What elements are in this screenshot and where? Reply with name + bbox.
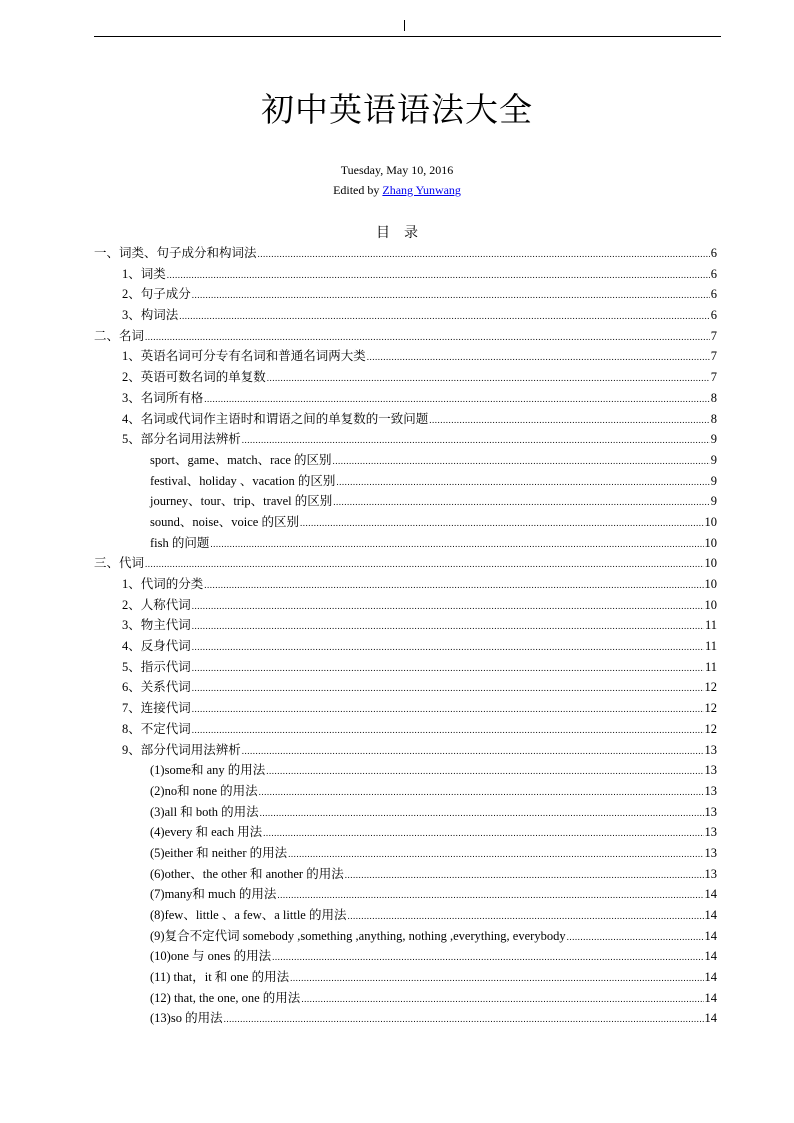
toc-entry-page: 14 (704, 928, 717, 943)
document-title: 初中英语语法大全 (261, 90, 533, 129)
toc-dot-leader (192, 601, 704, 611)
toc-entry-label: 3、物主代词 (122, 618, 191, 633)
toc-entry-label: 2、英语可数名词的单复数 (122, 370, 266, 385)
toc-entry-page: 13 (704, 783, 717, 798)
toc-entry[interactable] (94, 284, 717, 305)
toc-entry-page: 8 (710, 411, 717, 426)
toc-dot-leader (300, 518, 704, 528)
toc-entry-label: (13)so 的用法 (150, 1011, 223, 1026)
toc-dot-leader (260, 808, 704, 818)
toc-dot-leader (288, 849, 703, 859)
toc-entry[interactable] (94, 822, 717, 843)
toc-entry-page: 10 (704, 514, 717, 529)
header-mark (404, 20, 405, 31)
toc-entry-label: 6、关系代词 (122, 680, 191, 695)
toc-dot-leader (192, 683, 704, 693)
toc-entry[interactable] (94, 305, 717, 326)
toc-entry-label: (5)either 和 neither 的用法 (150, 845, 288, 860)
toc-entry-page: 12 (704, 701, 717, 716)
toc-entry[interactable] (94, 719, 717, 740)
toc-dot-leader (192, 704, 704, 714)
toc-dot-leader (258, 249, 710, 259)
toc-entry-label: 1、词类 (122, 266, 166, 281)
toc-dot-leader (242, 746, 704, 756)
toc-dot-leader (145, 559, 703, 569)
toc-entry[interactable] (94, 926, 717, 947)
toc-entry-page: 6 (710, 287, 717, 302)
toc-dot-leader (367, 352, 710, 362)
toc-entry[interactable] (94, 429, 717, 450)
toc-dot-leader (333, 497, 709, 507)
toc-entry-page: 14 (704, 949, 717, 964)
toc-entry[interactable] (94, 698, 717, 719)
toc-entry-page: 6 (710, 246, 717, 260)
toc-dot-leader (192, 725, 704, 735)
toc-dot-leader (429, 415, 709, 425)
toc-entry-label: 9、部分代词用法辨析 (122, 742, 241, 757)
toc-entry[interactable] (94, 760, 717, 781)
toc-entry[interactable] (94, 657, 717, 678)
toc-dot-leader (301, 994, 703, 1004)
toc-entry-page: 9 (710, 494, 717, 509)
toc-entry-label: (4)every 和 each 用法 (150, 825, 263, 840)
table-of-contents (94, 243, 717, 1029)
toc-entry-label: 4、反身代词 (122, 639, 191, 654)
toc-dot-leader (242, 435, 710, 445)
toc-entry[interactable] (94, 471, 717, 492)
toc-dot-leader (179, 311, 709, 321)
toc-entry[interactable] (94, 533, 717, 554)
toc-entry-label: (1)some和 any 的用法 (150, 763, 266, 778)
toc-dot-leader (267, 373, 710, 383)
toc-entry-page: 7 (710, 370, 717, 385)
toc-dot-leader (263, 828, 703, 838)
toc-entry[interactable] (94, 409, 717, 430)
toc-entry-label: 1、英语名词可分专有名词和普通名词两大类 (122, 349, 366, 364)
toc-entry-page: 8 (710, 390, 717, 405)
toc-entry-label: journey、tour、trip、travel 的区别 (150, 494, 333, 509)
toc-entry-page: 12 (704, 680, 717, 695)
toc-dot-leader (145, 332, 710, 342)
toc-dot-leader (192, 290, 710, 300)
toc-entry-label: (7)many和 much 的用法 (150, 887, 277, 902)
toc-entry-label: 5、指示代词 (122, 659, 191, 674)
toc-dot-leader (204, 580, 703, 590)
toc-entry[interactable] (94, 905, 717, 926)
toc-entry-label: (9)复合不定代词 somebody ,something ,anything, nothing ,everything, everybody (150, 928, 566, 943)
toc-entry[interactable] (94, 967, 717, 988)
toc-entry-label: 三、代词 (94, 556, 145, 571)
toc-entry-page: 6 (710, 308, 717, 323)
toc-entry-label: sport、game、match、race 的区别 (150, 452, 332, 467)
toc-entry[interactable] (94, 864, 717, 885)
toc-dot-leader (224, 1014, 704, 1024)
toc-entry-label: 1、代词的分类 (122, 577, 204, 591)
toc-entry[interactable] (94, 946, 717, 967)
toc-entry[interactable] (94, 574, 717, 595)
toc-entry-label: fish 的问题 (150, 535, 210, 550)
toc-entry-page: 6 (710, 266, 717, 281)
toc-dot-leader (290, 973, 703, 983)
toc-entry-page: 7 (710, 349, 717, 364)
toc-entry-page: 11 (704, 659, 717, 674)
toc-entry-label: (2)no和 none 的用法 (150, 783, 258, 798)
toc-entry[interactable] (94, 367, 717, 388)
toc-entry-label: 2、人称代词 (122, 597, 191, 612)
toc-entry[interactable] (94, 615, 717, 636)
toc-entry[interactable] (94, 243, 717, 264)
toc-entry[interactable] (94, 264, 717, 285)
toc-dot-leader (210, 539, 703, 549)
toc-entry[interactable] (94, 677, 717, 698)
toc-entry[interactable] (94, 636, 717, 657)
toc-entry-page: 13 (704, 804, 717, 819)
toc-entry-page: 13 (704, 742, 717, 757)
toc-heading: 目录 (376, 225, 432, 241)
toc-entry-label: (8)few、little 、a few、a little 的用法 (150, 908, 347, 922)
toc-entry-page: 9 (710, 473, 717, 488)
toc-entry-label: festival、holiday 、vacation 的区别 (150, 473, 336, 488)
toc-entry-page: 10 (704, 556, 717, 571)
toc-entry-page: 14 (704, 908, 717, 922)
toc-entry-page: 7 (710, 328, 717, 343)
toc-entry-page: 10 (704, 535, 717, 550)
toc-entry[interactable] (94, 595, 717, 616)
toc-dot-leader (336, 477, 709, 487)
toc-entry-page: 13 (704, 866, 717, 881)
document-date: Tuesday, May 10, 2016 (340, 163, 454, 177)
toc-dot-leader (567, 932, 704, 942)
toc-entry[interactable] (94, 326, 717, 347)
toc-entry[interactable] (94, 884, 717, 905)
toc-entry-label: 4、名词或代词作主语时和谓语之间的单复数的一致问题 (122, 411, 429, 426)
toc-entry-label: (12) that, the one, one 的用法 (150, 990, 301, 1005)
toc-entry-label: 8、不定代词 (122, 721, 191, 736)
toc-entry-page: 9 (710, 432, 717, 447)
toc-dot-leader (192, 621, 704, 631)
toc-dot-leader (277, 890, 703, 900)
toc-entry[interactable] (94, 512, 717, 533)
toc-entry[interactable] (94, 388, 717, 409)
toc-entry[interactable] (94, 781, 717, 802)
toc-entry-label: 3、构词法 (122, 308, 179, 323)
toc-entry[interactable] (94, 553, 717, 574)
toc-entry-page: 13 (704, 845, 717, 860)
toc-entry-label: 一、词类、句子成分和构词法 (94, 246, 257, 260)
toc-entry[interactable] (94, 346, 717, 367)
toc-entry[interactable] (94, 1008, 717, 1029)
toc-dot-leader (266, 766, 703, 776)
toc-dot-leader (192, 663, 704, 673)
toc-dot-leader (167, 270, 710, 280)
toc-entry-page: 14 (704, 990, 717, 1005)
toc-entry-label: 3、名词所有格 (122, 390, 204, 405)
toc-dot-leader (259, 787, 704, 797)
toc-entry[interactable] (94, 988, 717, 1009)
toc-entry-label: (6)other、the other 和 another 的用法 (150, 866, 344, 881)
toc-dot-leader (272, 952, 703, 962)
header-rule (94, 36, 721, 37)
toc-entry[interactable] (94, 843, 717, 864)
toc-entry-page: 14 (704, 887, 717, 902)
toc-entry[interactable] (94, 450, 717, 471)
editor-link[interactable]: Zhang Yunwang (382, 183, 461, 197)
toc-entry-page: 12 (704, 721, 717, 736)
toc-entry-page: 13 (704, 825, 717, 840)
toc-entry-label: sound、noise、voice 的区别 (150, 514, 299, 529)
toc-dot-leader (204, 394, 709, 404)
toc-entry-page: 11 (704, 639, 717, 654)
toc-entry-page: 10 (704, 597, 717, 612)
toc-entry-label: (10)one 与 ones 的用法 (150, 949, 272, 964)
toc-entry-label: 5、部分名词用法辨析 (122, 432, 241, 447)
toc-entry-page: 10 (704, 577, 717, 591)
edited-by-line (0, 183, 794, 198)
toc-dot-leader (192, 642, 704, 652)
toc-dot-leader (347, 911, 703, 921)
toc-entry-page: 9 (710, 452, 717, 467)
toc-entry-page: 11 (704, 618, 717, 633)
toc-entry-page: 13 (704, 763, 717, 778)
toc-dot-leader (345, 870, 704, 880)
toc-entry-page: 14 (704, 970, 717, 985)
toc-entry[interactable] (94, 740, 717, 761)
toc-entry-label: (11) that，it 和 one 的用法 (150, 970, 290, 985)
toc-entry-label: 7、连接代词 (122, 701, 191, 716)
toc-entry-label: 2、句子成分 (122, 287, 191, 302)
toc-entry-page: 14 (704, 1011, 717, 1026)
toc-entry-label: 二、名词 (94, 328, 145, 343)
toc-dot-leader (333, 456, 710, 466)
toc-entry[interactable] (94, 491, 717, 512)
edited-by-prefix: Edited by (333, 183, 383, 197)
toc-entry[interactable] (94, 802, 717, 823)
toc-entry-label: (3)all 和 both 的用法 (150, 804, 259, 819)
